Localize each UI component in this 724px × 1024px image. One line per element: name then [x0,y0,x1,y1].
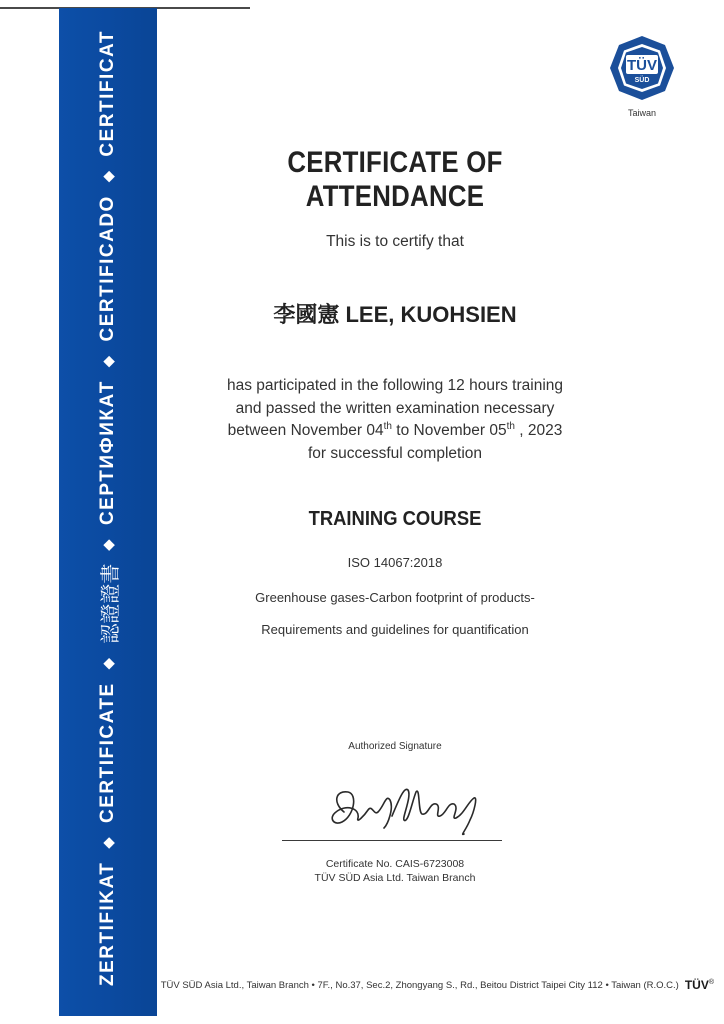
handwritten-signature [314,772,494,842]
certify-intro: This is to certify that [326,233,464,250]
course-heading: TRAINING COURSE [308,508,482,530]
band-word-certificat: CERTIFICAT [97,30,118,157]
course-description-2: Requirements and guidelines for quantification [261,622,529,637]
band-word-certificado: CERTIFICADO [97,195,118,342]
date-year: , 2023 [514,422,563,439]
recipient-name: 李國憲 LEE, KUOHSIEN [273,302,517,327]
signature-line [282,840,502,841]
certificate-title: CERTIFICATE OF ATTENDANCE [287,146,503,213]
diamond-icon: ◆ [100,656,117,670]
course-description-1: Greenhouse gases-Carbon footprint of products- [255,590,535,605]
statement-line-1: has participated in the following 12 hours training [226,377,564,394]
date-to: to November 05 [391,422,507,439]
diamond-icon: ◆ [100,354,117,368]
issuer-name: TÜV SÜD Asia Ltd. Taiwan Branch [314,872,476,884]
statement-line-2: and passed the written examination necessary [235,399,555,417]
tuv-sud-logo-icon [609,35,675,101]
authorized-signature-label: Authorized Signature [348,741,442,752]
footer-brand-logo [685,978,714,992]
band-word-certificate: CERTIFICATE [97,682,118,823]
logo-sub-text: SÜD [634,77,650,84]
certificate-details [280,857,510,885]
band-word-chinese: 認證證書 [99,563,122,644]
diamond-icon: ◆ [100,169,117,183]
attendance-statement [180,375,610,465]
footer [160,978,714,992]
ordinal-suffix: th [383,421,392,432]
diamond-icon: ◆ [100,835,117,849]
multilingual-side-band [59,8,157,1016]
statement-line-4: for successful completion [307,444,483,462]
certificate-number: Certificate No. CAIS-6723008 [325,858,465,870]
band-word-zertifikat: ZERTIFIKAT [97,861,118,986]
logo-brand-text: TÜV [627,57,657,74]
date-from: between November 04 [227,422,384,439]
footer-address: TÜV SÜD Asia Ltd., Taiwan Branch • 7F., No.37, Sec.2, Zhongyang S., Rd., Beitou District Taipei City 112 • Taiwan (R.O.C.) [160,979,679,991]
registered-mark: ® [708,979,714,986]
course-standard: ISO 14067:2018 [347,555,443,570]
diamond-icon: ◆ [100,537,117,551]
footer-brand-text: TÜV [684,978,709,992]
band-word-russian: СЕРТИФИКАТ [97,380,118,526]
ordinal-suffix: th [506,421,515,432]
logo-caption: Taiwan [627,108,656,118]
side-band-text [88,8,128,1016]
statement-line-3 [180,420,610,443]
